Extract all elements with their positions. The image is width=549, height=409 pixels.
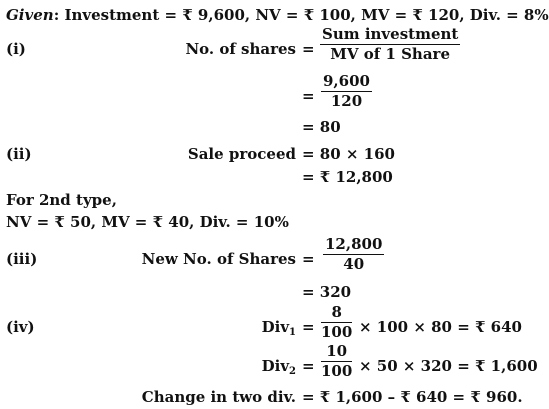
change-label: Change in two div.	[141, 388, 296, 406]
fraction-denominator: 120	[330, 92, 363, 110]
part-iii-label: (iii)	[6, 250, 38, 268]
fraction-numerator: 10	[321, 343, 352, 362]
fraction-12800-40	[323, 236, 384, 273]
second-type-heading: For 2nd type,	[6, 191, 117, 209]
div2-label	[200, 357, 296, 375]
fraction-denominator: MV of 1 Share	[330, 45, 451, 63]
fraction-numerator: 9,600	[323, 72, 370, 90]
part-i-label: (i)	[6, 40, 26, 58]
equals-sign: =	[302, 357, 315, 375]
equals-sign: =	[302, 318, 315, 336]
fraction-10-100	[321, 343, 352, 380]
div2-subscript: 2	[289, 366, 296, 377]
equals-sign: =	[302, 40, 315, 58]
fraction-denominator: 40	[343, 255, 365, 273]
fraction-numerator: Sum investment	[322, 25, 459, 43]
div1-label	[200, 318, 296, 336]
new-no-of-shares-label: New No. of Shares	[141, 250, 296, 268]
fraction-denominator: 100	[321, 323, 353, 341]
part-iv-label: (iv)	[6, 318, 35, 336]
equals-sign: =	[302, 250, 315, 268]
fraction-8-100	[321, 304, 352, 341]
fraction-sum-investment	[320, 26, 460, 63]
equals-sign: =	[302, 87, 315, 105]
sale-proceed-calc: = 80 × 160	[302, 145, 395, 163]
no-of-shares-label: No. of shares	[185, 40, 296, 58]
part-ii-label: (ii)	[6, 145, 32, 163]
change-calc: = ₹ 1,600 – ₹ 640 = ₹ 960.	[302, 388, 523, 406]
div1-calc: × 100 × 80 = ₹ 640	[359, 318, 522, 336]
result-80: = 80	[302, 118, 341, 136]
fraction-denominator: 100	[321, 362, 353, 380]
div1-text: Div	[261, 318, 290, 336]
fraction-9600-120	[321, 73, 372, 110]
div1-subscript: 1	[289, 327, 296, 338]
fraction-numerator: 12,800	[325, 235, 383, 253]
given-text: : Investment = ₹ 9,600, NV = ₹ 100, MV = ₹ 120, Div. = 8%	[53, 6, 549, 24]
result-320: = 320	[302, 283, 352, 301]
fraction-numerator: 8	[321, 304, 352, 323]
given-label: Given	[6, 6, 54, 24]
div2-text: Div	[261, 357, 290, 375]
given-line	[6, 6, 549, 24]
div2-calc: × 50 × 320 = ₹ 1,600	[359, 357, 538, 375]
second-type-values: NV = ₹ 50, MV = ₹ 40, Div. = 10%	[6, 213, 289, 231]
sale-proceed-result: = ₹ 12,800	[302, 168, 393, 186]
sale-proceed-label: Sale proceed	[187, 145, 296, 163]
